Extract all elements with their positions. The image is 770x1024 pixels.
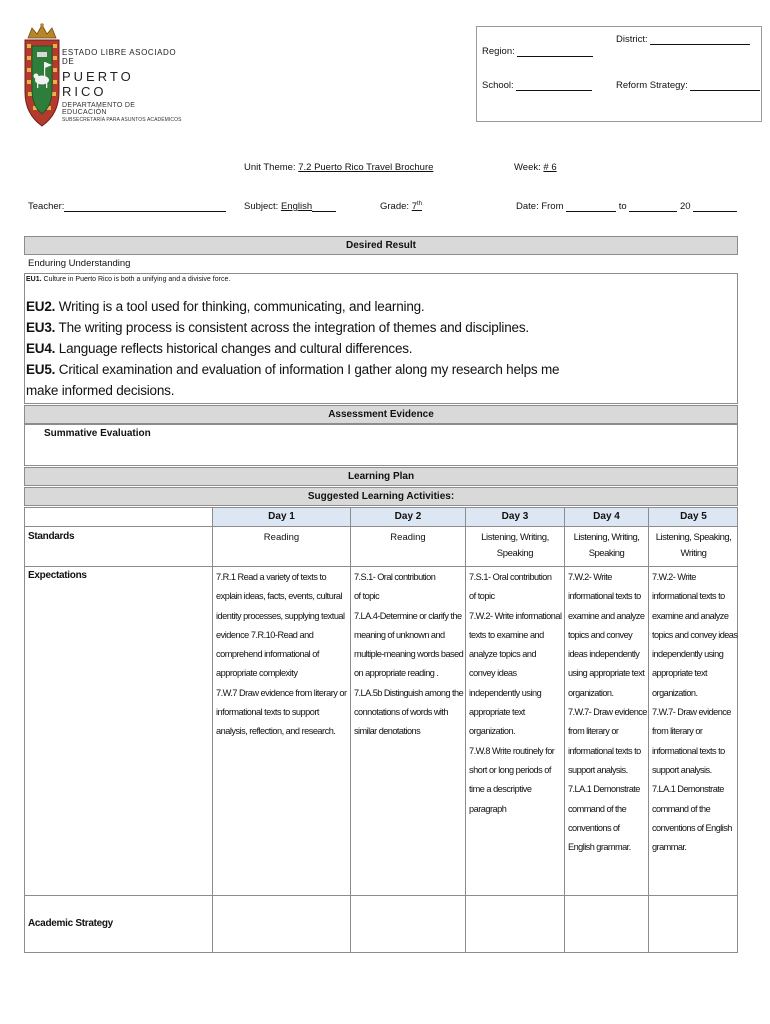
unit-theme-field [244, 162, 433, 173]
grade-value: 7th [411, 201, 422, 213]
standards-day-2: Reading [390, 532, 426, 543]
grade-field [380, 201, 422, 212]
teacher-label: Teacher: [28, 201, 65, 212]
grade-label: Grade: [380, 201, 410, 213]
standards-day-4: Listening, Writing, Speaking [573, 532, 640, 559]
date-year-line [693, 202, 737, 212]
date-to-line [629, 202, 677, 212]
enduring-understanding-label: Enduring Understanding [28, 258, 131, 269]
reform-strategy-field[interactable] [616, 80, 760, 91]
learning-plan-header: Learning Plan [24, 467, 738, 486]
standards-day-3: Listening, Writing, Speaking [481, 532, 549, 559]
subject-line [312, 202, 336, 212]
eu4-line: EU4. Language reflects historical changes and cultural differences. [26, 341, 413, 356]
date-field[interactable] [516, 201, 737, 212]
eu5-continuation: make informed decisions. [26, 383, 175, 398]
district-line [650, 35, 750, 45]
summative-evaluation-label: Summative Evaluation [44, 428, 151, 439]
eu-list [26, 296, 736, 401]
expectations-day-1: 7.R.1 Read a variety of texts to explain ideas, facts, events, cultural identity processes, supplying textual evidence 7.R.10-Read and comprehend informational of appropriate complexity 7.W.7 Draw evidence from literary or informational texts to support analysis, reflection, and research. [216, 572, 347, 737]
date-label: Date: From [516, 201, 564, 212]
region-line [517, 47, 593, 57]
expectations-row-label: Expectations [28, 570, 87, 581]
district-label: District: [616, 34, 648, 45]
eu2-line: EU2. Writing is a tool used for thinking, communicating, and learning. [26, 299, 425, 314]
expectations-day-5: 7.W.2- Write informational texts to examine and analyze topics and convey ideas independently using appropriate text organization. 7.W.7- Draw evidence from literary or informational texts to support analysis. 7.LA.1 Demonstrate command of the conventions of English grammar. [652, 572, 738, 853]
eu5-line: EU5. Critical examination and evaluation of information I gather along my research helps me [26, 362, 560, 377]
logo-line-1: ESTADO LIBRE ASOCIADO DE [62, 48, 177, 66]
region-field[interactable] [482, 46, 593, 57]
eu1-code: EU1. [26, 276, 42, 283]
eu1-line [26, 276, 230, 283]
standards-row-label: Standards [28, 531, 75, 542]
academic-strategy-row-label: Academic Strategy [28, 918, 113, 929]
standards-day-1: Reading [263, 532, 300, 543]
day-4-header: Day 4 [593, 511, 620, 522]
reform-strategy-label: Reform Strategy: [616, 80, 688, 91]
logo-text [62, 48, 182, 123]
day-3-header: Day 3 [501, 511, 529, 522]
expectations-day-4: 7.W.2- Write informational texts to examine and analyze topics and convey ideas independently using appropriate text organization. 7.W.7- Draw evidence from literary or informational texts to support analysis. 7.LA.1 Demonstrate command of the conventions of English grammar. [568, 572, 647, 853]
teacher-field[interactable] [28, 201, 226, 212]
unit-theme-value: 7.2 Puerto Rico Travel Brochure [298, 162, 434, 173]
logo-line-4: SUBSECRETARÍA PARA ASUNTOS ACADÉMICOS [62, 117, 182, 123]
standards-day-5: Listening, Speaking, Writing [655, 532, 732, 559]
assessment-evidence-header: Assessment Evidence [24, 405, 738, 424]
logo-line-2: PUERTO RICO [62, 69, 134, 99]
day-5-header: Day 5 [680, 511, 707, 522]
subject-label: Subject: [244, 201, 279, 212]
subject-field [244, 201, 336, 212]
expectations-day-2: 7.S.1- Oral contribution of topic 7.LA.4-Determine or clarify the meaning of unknown and multiple-meaning words based on appropriate reading . 7.LA.5b Distinguish among the connotations of words with similar denotations [354, 572, 464, 737]
date-year-label: 20 [680, 201, 691, 212]
subject-value: English [280, 201, 313, 212]
school-line [516, 81, 592, 91]
date-from-line [566, 202, 616, 212]
district-field[interactable] [616, 34, 750, 45]
week-field [514, 162, 557, 173]
eu1-text: Culture in Puerto Rico is both a unifying and a divisive force. [43, 276, 231, 283]
week-label: Week: [514, 162, 541, 173]
date-to-label: to [618, 201, 627, 212]
reform-strategy-line [690, 81, 760, 91]
school-label: School: [482, 80, 514, 91]
logo-line-3: DEPARTAMENTO DE EDUCACIÓN [62, 102, 136, 116]
school-field[interactable] [482, 80, 592, 91]
week-value: # 6 [543, 162, 557, 173]
puerto-rico-seal-logo [22, 22, 62, 130]
day-1-header: Day 1 [268, 511, 295, 522]
suggested-activities-header: Suggested Learning Activities: [24, 487, 738, 506]
eu3-line: EU3. The writing process is consistent across the integration of themes and disciplines. [26, 320, 529, 335]
day-2-header: Day 2 [394, 511, 422, 522]
desired-result-header: Desired Result [24, 236, 738, 255]
region-label: Region: [482, 46, 515, 57]
unit-theme-label: Unit Theme: [244, 162, 296, 173]
teacher-line [64, 202, 226, 212]
expectations-day-3: 7.S.1- Oral contribution of topic 7.W.2- Write informational texts to examine and analyze topics and convey ideas independently using appropriate text organization. 7.W.8 Write routinely for short or long periods of time a descriptive paragraph [469, 572, 562, 814]
